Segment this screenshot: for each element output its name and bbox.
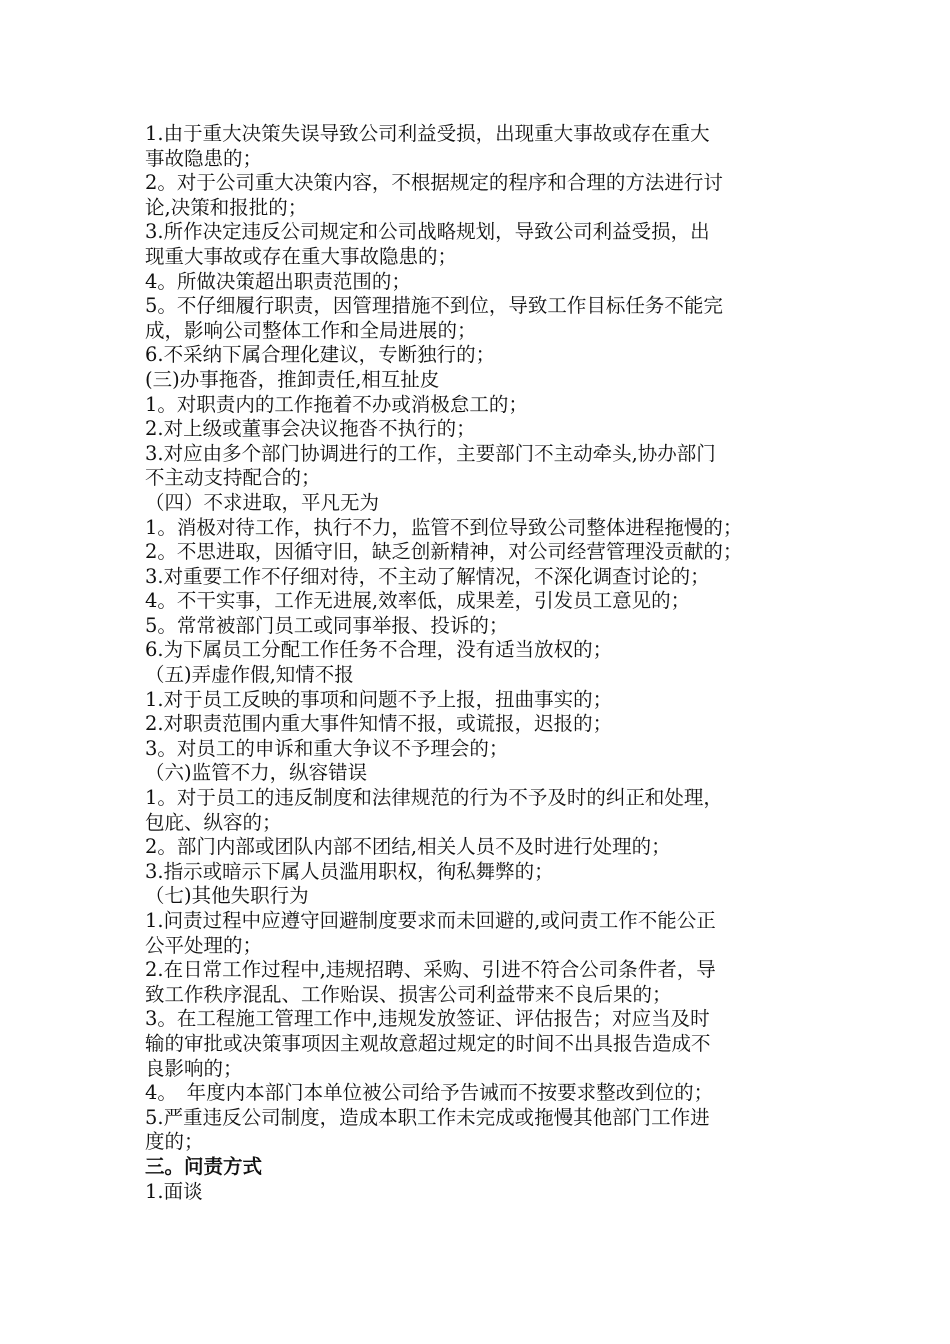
text-line: 成，影响公司整体工作和全局进展的； xyxy=(145,318,477,342)
main-heading-accountability-methods: 三。问责方式 xyxy=(145,1154,263,1178)
text-line: 度的； xyxy=(145,1130,204,1154)
text-line: 6.为下属员工分配工作任务不合理，没有适当放权的； xyxy=(145,638,613,662)
text-line: 事故隐患的； xyxy=(145,146,263,170)
text-line: 1.面谈 xyxy=(145,1179,203,1203)
section-heading-3: (三)办事拖沓，推卸责任,相互扯皮 xyxy=(145,367,440,391)
text-line: 1。对于员工的违反制度和法律规范的行为不予及时的纠正和处理， xyxy=(145,786,723,810)
text-line: 3.对重要工作不仔细对待，不主动了解情况，不深化调查讨论的； xyxy=(145,564,710,588)
text-line: 1。对职责内的工作拖着不办或消极怠工的； xyxy=(145,392,528,416)
text-line: 4。 年度内本部门本单位被公司给予告诫而不按要求整改到位的； xyxy=(145,1081,714,1105)
text-line: 1。消极对待工作，执行不力，监管不到位导致公司整体进程拖慢的； xyxy=(145,515,743,539)
section-heading-5: （五)弄虚作假,知情不报 xyxy=(145,663,354,687)
text-line: 良影响的； xyxy=(145,1056,243,1080)
text-line: 4。所做决策超出职责范围的； xyxy=(145,269,411,293)
text-line: 2。部门内部或团队内部不团结,相关人员不及时进行处理的； xyxy=(145,835,671,859)
text-line: 2.对上级或董事会决议拖沓不执行的； xyxy=(145,417,476,441)
text-line: 3。对员工的申诉和重大争议不予理会的； xyxy=(145,736,509,760)
text-line: 6.不采纳下属合理化建议，专断独行的； xyxy=(145,343,496,367)
text-line: 包庇、纵容的； xyxy=(145,810,282,834)
text-line: 2.对职责范围内重大事件知情不报，或谎报，迟报的； xyxy=(145,712,613,736)
text-line: 5.严重违反公司制度，造成本职工作未完成或拖慢其他部门工作进 xyxy=(145,1105,710,1129)
document-body xyxy=(145,122,815,1204)
text-line: 3.对应由多个部门协调进行的工作，主要部门不主动牵头,协办部门 xyxy=(145,441,716,465)
text-line: 论,决策和报批的； xyxy=(145,195,308,219)
text-line: 现重大事故或存在重大事故隐患的； xyxy=(145,244,458,268)
section-heading-7: （七)其他失职行为 xyxy=(145,884,309,908)
section-heading-4: （四）不求进取，平凡无为 xyxy=(145,490,380,514)
text-line: 3.指示或暗示下属人员滥用职权，徇私舞弊的； xyxy=(145,859,554,883)
section-heading-6: （六)监管不力，纵容错误 xyxy=(145,761,368,785)
text-line: 3。在工程施工管理工作中,违规发放签证、评估报告；对应当及时 xyxy=(145,1007,710,1031)
text-line: 不主动支持配合的； xyxy=(145,466,321,490)
text-line: 1.对于员工反映的事项和问题不予上报，扭曲事实的； xyxy=(145,687,613,711)
text-line: 2。不思进取，因循守旧，缺乏创新精神，对公司经营管理没贡献的； xyxy=(145,540,743,564)
text-line: 1.由于重大决策失误导致公司利益受损，出现重大事故或存在重大 xyxy=(145,122,710,145)
text-line: 5。常常被部门员工或同事举报、投诉的； xyxy=(145,613,509,637)
text-line: 2。对于公司重大决策内容，不根据规定的程序和合理的方法进行讨 xyxy=(145,171,723,195)
text-line: 公平处理的； xyxy=(145,933,263,957)
text-line: 2.在日常工作过程中,违规招聘、采购、引进不符合公司条件者，导 xyxy=(145,958,716,982)
text-line: 4。不干实事，工作无进展,效率低，成果差，引发员工意见的； xyxy=(145,589,691,613)
text-line: 输的审批或决策事项因主观故意超过规定的时间不出具报告造成不 xyxy=(145,1031,711,1055)
text-line: 3.所作决定违反公司规定和公司战略规划，导致公司利益受损，出 xyxy=(145,220,710,244)
text-line: 5。不仔细履行职责，因管理措施不到位，导致工作目标任务不能完 xyxy=(145,294,723,318)
text-line: 1.问责过程中应遵守回避制度要求而未回避的,或问责工作不能公正 xyxy=(145,909,716,932)
text-line: 致工作秩序混乱、工作贻误、损害公司利益带来不良后果的； xyxy=(145,982,672,1006)
